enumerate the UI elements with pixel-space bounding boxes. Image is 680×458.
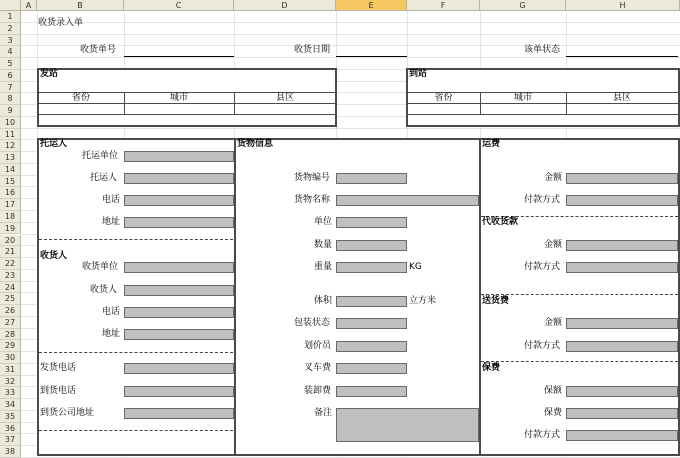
insured-value-label: 保额: [544, 386, 563, 396]
consignee-person-label: 收货人: [90, 285, 118, 295]
select-all-corner[interactable]: [0, 0, 21, 11]
row-header[interactable]: 30: [0, 352, 21, 364]
arrive-address-label: 到货公司地址: [40, 408, 95, 418]
freight-amount-label: 金额: [544, 173, 563, 183]
row-header[interactable]: 29: [0, 340, 21, 352]
status-input[interactable]: [566, 56, 678, 57]
delivery-pay-method-label: 付款方式: [524, 341, 561, 351]
row-header[interactable]: 6: [0, 70, 21, 82]
goods-code-label: 货物编号: [294, 173, 331, 183]
goods-remark-field[interactable]: [336, 408, 479, 442]
row-header[interactable]: 25: [0, 293, 21, 305]
receipt-date-label: 收货日期: [294, 45, 331, 55]
receipt-date-input[interactable]: [336, 56, 407, 57]
goods-pricer-field[interactable]: [336, 341, 407, 352]
goods-remark-label: 备注: [314, 408, 333, 418]
shipper-address-label: 地址: [102, 217, 121, 227]
row-header[interactable]: 12: [0, 140, 21, 152]
consignee-address-field[interactable]: [124, 329, 234, 340]
weight-unit-label: KG: [409, 262, 422, 272]
goods-volume-field[interactable]: [336, 296, 407, 307]
shipper-title: 托运人: [40, 139, 68, 149]
goods-packing-label: 包装状态: [294, 318, 331, 328]
goods-quantity-field[interactable]: [336, 240, 407, 251]
row-header[interactable]: 13: [0, 152, 21, 164]
arrive-address-field[interactable]: [124, 408, 234, 419]
row-header[interactable]: 8: [0, 93, 21, 105]
goods-unit-label: 单位: [314, 217, 333, 227]
arrive-phone-label: 到货电话: [40, 386, 77, 396]
row-header[interactable]: 34: [0, 399, 21, 411]
delivery-amount-field[interactable]: [566, 318, 678, 329]
divider: [39, 352, 233, 353]
row-header[interactable]: 27: [0, 317, 21, 329]
row-header[interactable]: 35: [0, 411, 21, 423]
goods-volume-label: 体积: [314, 296, 333, 306]
freight-pay-method-field[interactable]: [566, 195, 678, 206]
delivery-pay-method-field[interactable]: [566, 341, 678, 352]
row-header[interactable]: 32: [0, 376, 21, 388]
cod-title: 代收货款: [482, 217, 519, 227]
column-header-b[interactable]: B: [37, 0, 124, 11]
shipper-person-field[interactable]: [124, 173, 234, 184]
shipper-unit-field[interactable]: [124, 151, 234, 162]
origin-city-header: 城市: [169, 93, 188, 103]
origin-station-title: 发站: [40, 69, 59, 79]
consignee-unit-label: 收货单位: [82, 262, 119, 272]
insured-value-field[interactable]: [566, 386, 678, 397]
column-header-f[interactable]: F: [407, 0, 480, 11]
column-header-h[interactable]: H: [566, 0, 680, 11]
row-header[interactable]: 21: [0, 246, 21, 258]
row-header[interactable]: 17: [0, 199, 21, 211]
receipt-no-label: 收货单号: [80, 45, 117, 55]
goods-packing-field[interactable]: [336, 318, 407, 329]
volume-unit-label: 立方米: [409, 296, 437, 306]
row-header[interactable]: 10: [0, 117, 21, 129]
divider: [39, 239, 233, 240]
goods-loading-fee-label: 装卸费: [304, 386, 332, 396]
row-header[interactable]: 2: [0, 23, 21, 35]
row-header[interactable]: 15: [0, 176, 21, 188]
consignee-unit-field[interactable]: [124, 262, 234, 273]
row-header[interactable]: 24: [0, 282, 21, 294]
goods-pricer-label: 划价员: [304, 341, 332, 351]
cod-amount-label: 金额: [544, 240, 563, 250]
consignee-address-label: 地址: [102, 329, 121, 339]
row-header[interactable]: 5: [0, 58, 21, 70]
goods-weight-field[interactable]: [336, 262, 407, 273]
goods-quantity-label: 数量: [314, 240, 333, 250]
freight-amount-field[interactable]: [566, 173, 678, 184]
column-header-e[interactable]: E: [336, 0, 407, 11]
divider: [481, 361, 678, 362]
destination-city-header: 城市: [513, 93, 532, 103]
goods-forklift-fee-label: 叉车费: [304, 363, 332, 373]
arrive-phone-field[interactable]: [124, 386, 234, 397]
goods-title: 货物信息: [237, 139, 274, 149]
row-header[interactable]: 19: [0, 223, 21, 235]
column-header-d[interactable]: D: [234, 0, 336, 11]
ship-phone-field[interactable]: [124, 363, 234, 374]
row-header[interactable]: 3: [0, 35, 21, 47]
row-header[interactable]: 20: [0, 235, 21, 247]
insurance-pay-method-label: 付款方式: [524, 430, 561, 440]
row-header[interactable]: 1: [0, 11, 21, 23]
goods-code-field[interactable]: [336, 173, 407, 184]
row-header[interactable]: 38: [0, 446, 21, 458]
shipper-phone-label: 电话: [102, 195, 121, 205]
goods-name-field[interactable]: [336, 195, 479, 206]
ship-phone-label: 发货电话: [40, 363, 77, 373]
row-header[interactable]: 37: [0, 434, 21, 446]
divider: [481, 294, 678, 295]
delivery-amount-label: 金额: [544, 318, 563, 328]
cod-amount-field[interactable]: [566, 240, 678, 251]
consignee-phone-field[interactable]: [124, 307, 234, 318]
column-header-c[interactable]: C: [124, 0, 234, 11]
origin-county-header: 县区: [275, 93, 294, 103]
freight-pay-method-label: 付款方式: [524, 195, 561, 205]
row-header[interactable]: 9: [0, 105, 21, 117]
row-header[interactable]: 11: [0, 129, 21, 141]
row-header[interactable]: 16: [0, 187, 21, 199]
premium-field[interactable]: [566, 408, 678, 419]
premium-label: 保费: [544, 408, 563, 418]
cod-pay-method-label: 付款方式: [524, 262, 561, 272]
row-header[interactable]: 18: [0, 211, 21, 223]
destination-station-title: 到站: [409, 69, 428, 79]
shipper-address-field[interactable]: [124, 217, 234, 228]
receipt-no-input[interactable]: [124, 56, 234, 57]
origin-province-header: 省份: [71, 93, 90, 103]
row-header[interactable]: 14: [0, 164, 21, 176]
row-header[interactable]: 7: [0, 82, 21, 94]
cod-pay-method-field[interactable]: [566, 262, 678, 273]
row-header[interactable]: 22: [0, 258, 21, 270]
goods-name-label: 货物名称: [294, 195, 331, 205]
row-header[interactable]: 36: [0, 423, 21, 435]
destination-province-header: 省份: [434, 93, 453, 103]
insurance-pay-method-field[interactable]: [566, 430, 678, 441]
column-header-a[interactable]: A: [21, 0, 37, 11]
shipper-unit-label: 托运单位: [82, 151, 119, 161]
goods-forklift-fee-field[interactable]: [336, 363, 407, 374]
row-header[interactable]: 23: [0, 270, 21, 282]
delivery-fee-title: 送货费: [482, 296, 510, 306]
consignee-person-field[interactable]: [124, 285, 234, 296]
goods-loading-fee-field[interactable]: [336, 386, 407, 397]
row-header[interactable]: 33: [0, 387, 21, 399]
insurance-title: 保费: [482, 363, 501, 373]
row-header[interactable]: 31: [0, 364, 21, 376]
row-header[interactable]: 26: [0, 305, 21, 317]
status-label: 该单状态: [524, 45, 561, 55]
row-header[interactable]: 28: [0, 329, 21, 341]
form-title: 收货录入单: [38, 18, 84, 28]
goods-unit-field[interactable]: [336, 217, 407, 228]
destination-county-header: 县区: [612, 93, 631, 103]
row-header[interactable]: 4: [0, 46, 21, 58]
divider: [39, 430, 233, 431]
shipper-phone-field[interactable]: [124, 195, 234, 206]
shipper-person-label: 托运人: [90, 173, 118, 183]
column-header-g[interactable]: G: [480, 0, 566, 11]
consignee-title: 收货人: [40, 251, 68, 261]
freight-title: 运费: [482, 139, 501, 149]
consignee-phone-label: 电话: [102, 307, 121, 317]
goods-weight-label: 重量: [314, 262, 333, 272]
